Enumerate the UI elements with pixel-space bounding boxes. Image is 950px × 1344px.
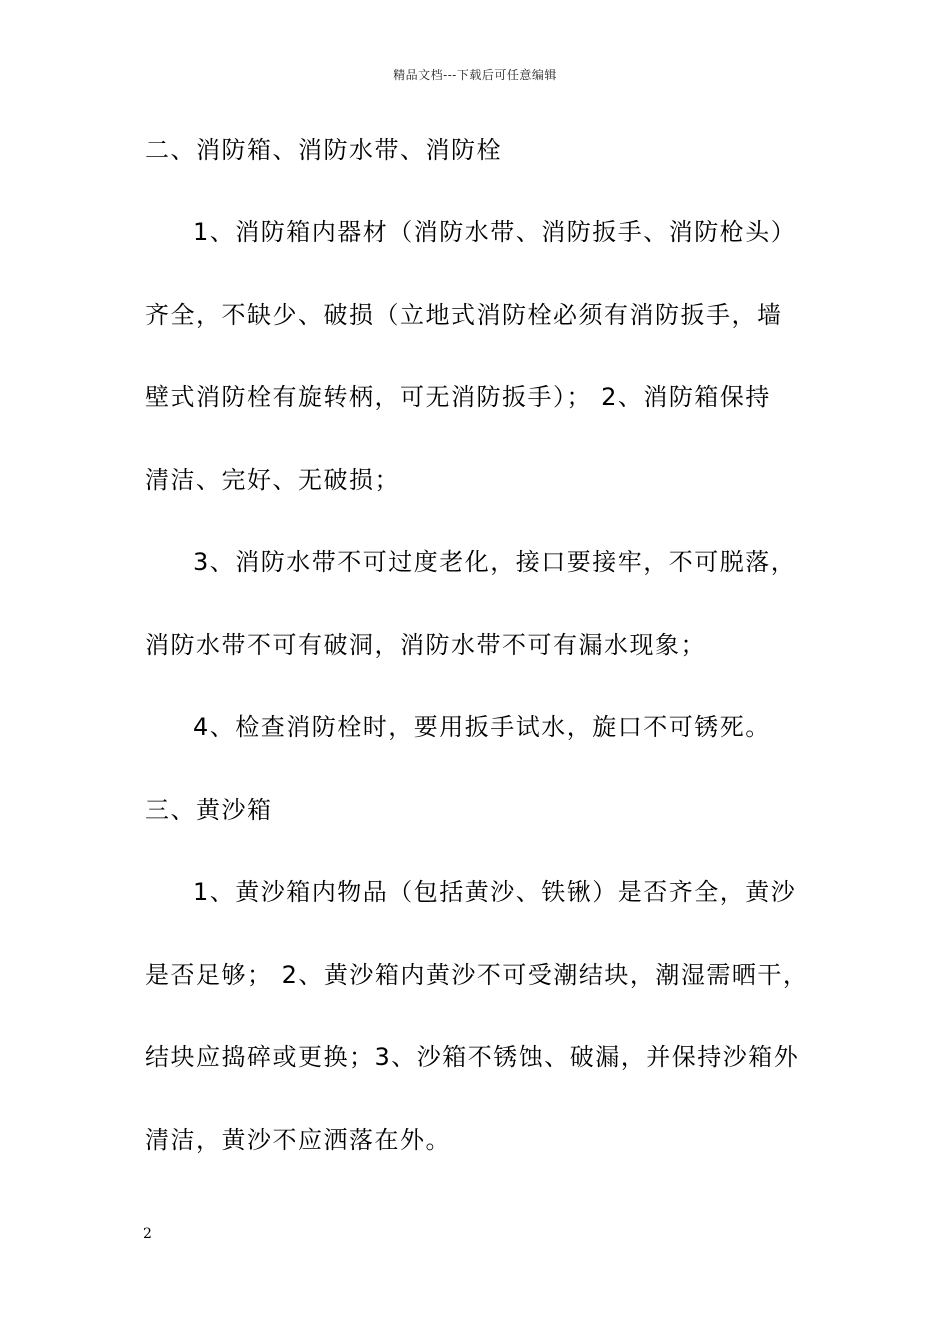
section-heading: 二、消防箱、消防水带、消防栓 <box>145 136 502 164</box>
paragraph-line: 壁式消防栓有旋转柄，可无消防扳手）； 2、消防箱保持 <box>145 383 771 411</box>
paragraph-line: 清洁、完好、无破损； <box>145 466 400 494</box>
page-number: 2 <box>143 1226 152 1242</box>
page-header: 精品文档---下载后可任意编辑 <box>393 68 557 82</box>
paragraph-line: 是否足够； 2、黄沙箱内黄沙不可受潮结块，潮湿需晒干， <box>145 961 809 989</box>
paragraph-line: 1、黄沙箱内物品（包括黄沙、铁锹）是否齐全，黄沙 <box>193 878 797 906</box>
paragraph-line: 结块应捣碎或更换；3、沙箱不锈蚀、破漏，并保持沙箱外 <box>145 1043 800 1071</box>
paragraph-line: 3、消防水带不可过度老化，接口要接牢，不可脱落， <box>193 548 797 576</box>
paragraph-line: 齐全，不缺少、破损（立地式消防栓必须有消防扳手，墙 <box>145 301 783 329</box>
paragraph-line: 消防水带不可有破洞，消防水带不可有漏水现象； <box>145 631 706 659</box>
section-heading: 三、黄沙箱 <box>145 796 273 824</box>
paragraph-line: 1、消防箱内器材（消防水带、消防扳手、消防枪头） <box>193 218 797 246</box>
paragraph-line: 4、检查消防栓时，要用扳手试水，旋口不可锈死。 <box>193 713 771 741</box>
paragraph-line: 清洁，黄沙不应洒落在外。 <box>145 1126 451 1154</box>
